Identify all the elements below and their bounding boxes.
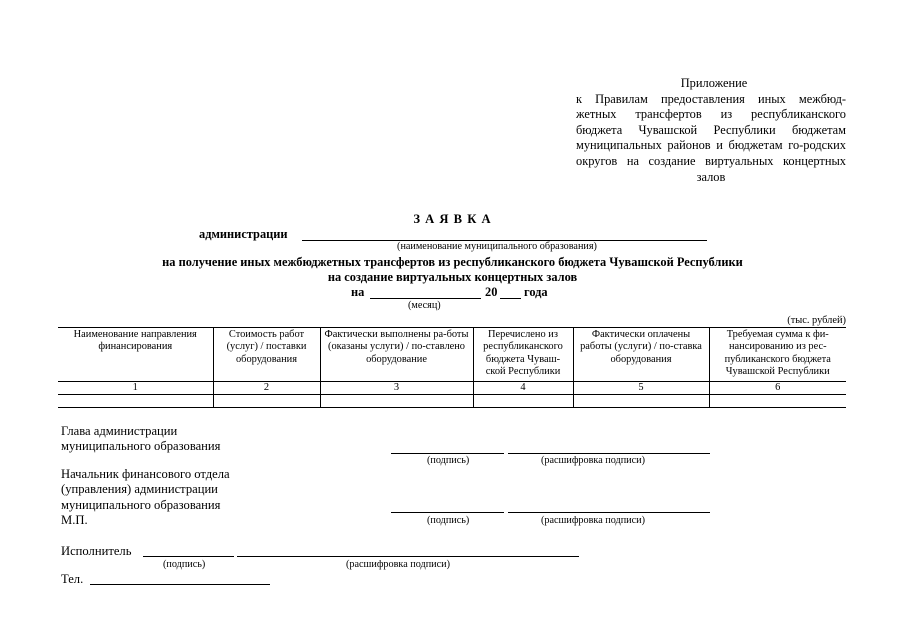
finance-title-line-2: (управления) администрации	[61, 482, 218, 497]
column-header: Фактически выполнены ра-боты (оказаны услуги) / по-ставлено оборудование	[320, 328, 473, 382]
appendix-title: Приложение	[680, 76, 748, 90]
head-decoding-line[interactable]	[508, 453, 710, 454]
document-title: З А Я В К А	[413, 212, 492, 226]
date-suffix: года	[524, 285, 548, 299]
finance-decoding-line[interactable]	[508, 512, 710, 513]
column-header: Фактически оплачены работы (услуги) / по-ставка оборудования	[573, 328, 709, 382]
finance-signature-line[interactable]	[391, 512, 504, 513]
finance-decoding-caption: (расшифровка подписи)	[541, 515, 645, 526]
appendix-block	[576, 76, 846, 185]
month-caption: (месяц)	[408, 300, 441, 311]
date-prefix: на	[351, 285, 365, 299]
executor-decoding-caption: (расшифровка подписи)	[346, 559, 450, 570]
finance-signature-caption: (подпись)	[427, 515, 470, 526]
column-number: 6	[709, 382, 846, 395]
phone-line[interactable]	[90, 584, 270, 585]
column-number: 5	[573, 382, 709, 395]
units-label: (тыс. рублей)	[787, 315, 846, 326]
finance-title-line-1: Начальник финансового отдела	[61, 467, 230, 481]
table-cell[interactable]	[709, 395, 846, 408]
head-signatory	[61, 424, 220, 455]
admin-label: администрации	[199, 227, 288, 241]
date-year: 20	[485, 285, 498, 299]
appendix-text: к Правилам предоставления иных межбюд-жетных трансфертов из республиканского бюджета Чувашской Республики бюджетам муниципальных районов и бюджетам го-родских округов на создание виртуальных концертных залов	[576, 91, 846, 184]
executor-decoding-line[interactable]	[237, 556, 579, 557]
table-cell[interactable]	[213, 395, 320, 408]
table-header-row	[58, 328, 846, 382]
head-decoding-caption: (расшифровка подписи)	[541, 455, 645, 466]
head-title-line-1: Глава администрации	[61, 424, 178, 438]
year-line	[500, 298, 521, 299]
column-number: 3	[320, 382, 473, 395]
table-cell[interactable]	[58, 395, 213, 408]
head-signature-line[interactable]	[391, 453, 504, 454]
month-line	[370, 298, 481, 299]
column-number: 4	[473, 382, 573, 395]
stamp-label: М.П.	[61, 512, 88, 527]
admin-caption: (наименование муниципального образования)	[397, 241, 597, 252]
table-cell[interactable]	[473, 395, 573, 408]
finance-signatory	[61, 467, 230, 528]
table-cell[interactable]	[320, 395, 473, 408]
phone-label: Тел.	[61, 572, 84, 586]
transfer-table	[58, 327, 846, 408]
head-signature-caption: (подпись)	[427, 455, 470, 466]
column-header: Наименование направления финансирования	[58, 328, 213, 382]
column-header: Перечислено из республиканского бюджета Чуваш-ской Республики	[473, 328, 573, 382]
table-cell[interactable]	[573, 395, 709, 408]
column-number: 2	[213, 382, 320, 395]
column-header: Требуемая сумма к фи-нансированию из рес-публиканского бюджета Чувашской Республики	[709, 328, 846, 382]
purpose-line-2: на создание виртуальных концертных залов	[327, 270, 578, 284]
head-title-line-2: муниципального образования	[61, 439, 221, 454]
executor-label: Исполнитель	[61, 544, 132, 558]
table-number-row	[58, 382, 846, 395]
column-header: Стоимость работ (услуг) / поставки оборудования	[213, 328, 320, 382]
executor-signature-line[interactable]	[143, 556, 234, 557]
purpose-line-1: на получение иных межбюджетных трансфертов из республиканского бюджета Чувашской Республики	[162, 255, 743, 269]
executor-signature-caption: (подпись)	[163, 559, 206, 570]
finance-title-line-3: муниципального образования	[61, 497, 221, 512]
column-number: 1	[58, 382, 213, 395]
table-row	[58, 395, 846, 408]
